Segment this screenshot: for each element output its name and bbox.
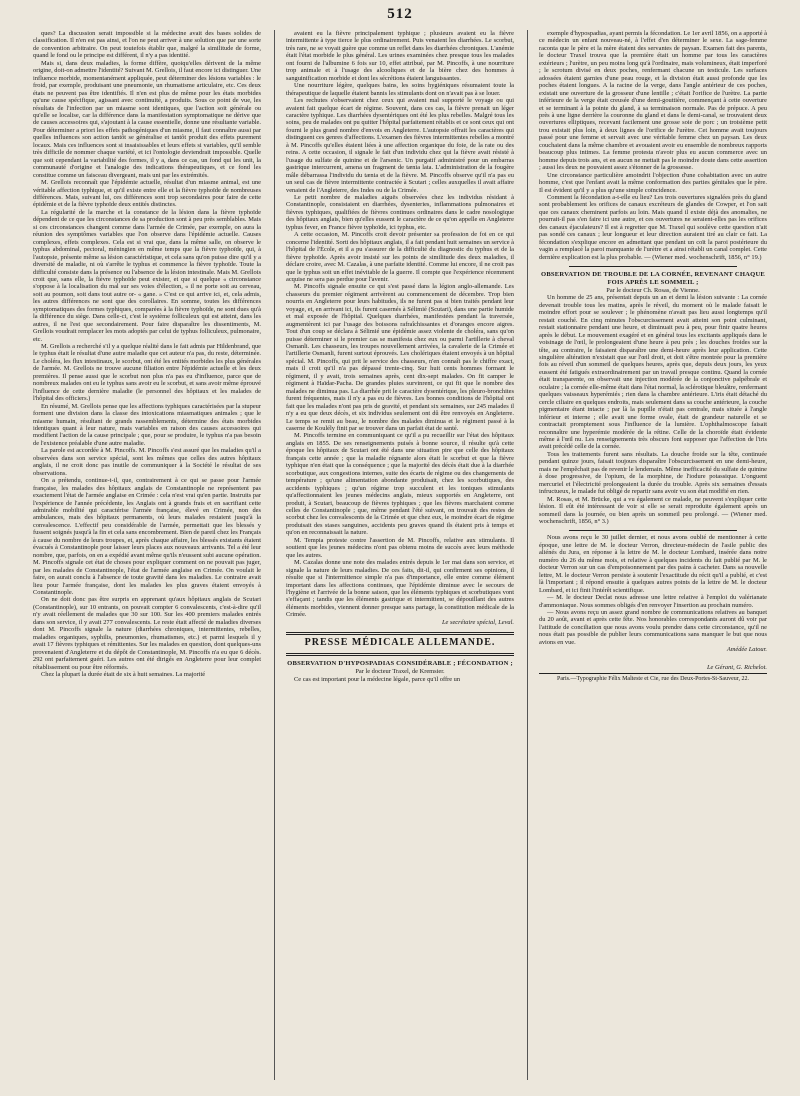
paragraph: Chez la plupart la durée était de six à huit semaines. La majorité [41,670,206,678]
column-divider [527,30,528,1080]
paragraph: Une nourriture légère, quelques bains, les soins hygiéniques résumaient toute la thérapeutique de laquelle étaient bannis les stimulants dont on n'avait pas à se louer. [286,82,514,97]
paragraph: En résumé, M. Grellois pense que les affections typhiques caractérisées par la stupeur forment une division dans la classe des intoxications miasmatiques animales ; que le miasme humain, résultant de grands rassemblements, détermine des états morbides identiques quant à leur nature, mais variables en raison des causes accessoires qui modifient l'action de la cause principale ; que, pour se produire, le typhus n'a pas besoin de l'existence préalable d'une autre maladie. [33,402,261,447]
article-byline: Par le docteur Ch. Rosas, de Vienne. [606,286,700,294]
paragraph: — Nous avons reçu un assez grand nombre de communications relatives au banquet du 20 août, avant et après cette fête. Nos honorables correspondants auront dû voir par l'attitude de conciliation que nous avons voulu prendre dans cette circonstance, qu'il ne nous était pas possible de publier leurs communications sans manquer le but que nous avions en vue. [539,608,767,646]
paragraph: M. Grellois reconnaît que l'épidémie actuelle, résultat d'un miasme animal, est une véritable affection typhique, et qu'il existe entre elle et la fièvre typhoïde de nombreuses différences. Mais, suivant lui, ces différences sont trop secondaires pour faire de cette épidémie et de la fièvre typhoïde deux entités distinctes. [33,179,261,209]
paragraph: M. Pincoffs termine en communiquant ce qu'il a pu recueillir sur l'état des hôpitaux anglais en 1855. De ses renseignements puisés à bonne source, il résulte qu'à cette époque les hôpitaux de Scutari ont été dans une situation pire que celle des hôpitaux français cette année ; que la maladie régnante alors était le scorbut et que la fièvre typhique n'en était que la conséquence ; que la majorité des décès était due à la diarrhée scorbutique, aux congestions internes, suite des écarts de régime ou des changements de température ; qu'une alimentation abondante produisait, chez les scorbutiques, des accidents typhiques ; qu'un régime trop succulent et les toniques stimulants qu'affectionnaient les jeunes médecins anglais, mieux supportés en Angleterre, ont produit, à Scutari, beaucoup de fièvres typhiques ; que les fièvres marchaient comme celles de Constantinople ; que, même pendant l'été suivant, on trouvait des restes de scorbut chez les convalescents de la Crimée et que chez eux, le moindre écart de régime produisait des stases sanguines, accidents peu graves quand ils étaient pris à temps et qu'on en reconnaissait la nature. [286,432,514,537]
article-separator [569,530,737,531]
paragraph: La parole est accordée à M. Pincoffs. M. Pincoffs s'est assuré que les maladies qu'il a observées dans son service spécial, sont les mêmes que celles des autres hôpitaux anglais, il ne croit donc pas inutile de communiquer à la Société le résultat de ses observations. [33,447,261,477]
paragraph: Mais si, dans deux maladies, la forme diffère, quoiqu'elles dérivent de la même origine, doit-on admettre l'identité? Suivant M. Grellois, il faut encore ici distinguer. Une influence morbide, momentanément appliquée, peut déterminer des lésions variables : le froid, par exemple, produisant une pneumonie, un rhumatisme articulaire, etc. Ces deux états ne peuvent pas être identifiés. Il n'en est plus de même pour les états morbides qu'une cause spécifique, agissant avec continuité, a produits. Sous ce point de vue, les résultats de l'infection par un miasme sont identiques, que l'action soit générale ou qu'elle se localise, car la différence dans la manifestation symptomatique ne dérive que de causes accessoires qui, s'ajoutant à la cause essentielle, donne une résultante variable. Pour déterminer a priori les effets pathogéniques d'un miasme, il faut connaître aussi par quelles influences son action tantôt se généralise et tantôt produit des effets purement locaux. Mais ces influences sont si insaisissables et leurs effets si variables, qu'il semble très difficile de nommer chaque variété, et ici l'ontologie deviendrait impossible. Quelle que soit cependant la variabilité des formes, il y a, dans ce cas, un fond qui les unit, la communauté d'origine et l'analogie des indications thérapeutiques, et ce fond les constitue comme un faisceau divergeant, mais uni par les extrémités. [33,59,261,179]
paragraph: A cette occasion, M. Pincoffs croit devoir présenter sa profession de foi en ce qui concerne l'identité. Sorti des hôpitaux anglais, il a fait pendant huit semaines un service à l'hôpital de l'École, et il a pu s'assurer de la difficulté du diagnostic du typhus et de la fièvre typhoïde. Après avoir insisté sur les points de similitude des deux maladies, il déclare croire, avec M. Cazalas, à une parfaite identité. Comme lui encore, il ne croit pas que le typhus soit un effet inévitable de la guerre. Il compte que l'expérience récemment acquise ne sera pas perdue pour l'avenir. [286,231,514,283]
paragraph: M. Grellois a recherché s'il y a quelque réalité dans le fait admis par Hildenbrand, que le typhus était le résultat d'une autre maladie que cet auteur n'a pas, du reste, déterminée. Le choléra, les flux intestinaux, le scorbut, ont été les entités morbides les plus générales de l'armée. M. Grellois ne trouve aucune filiation entre l'épidémie actuelle et les deux premières. Il pense aussi que le scorbut non plus n'a pas eu d'influence, parce que de nombreux malades ont eu le typhus sans avoir eu le scorbut, et sans avoir même éprouvé l'influence de cette dernière maladie (le personnel des hôpitaux et les malades de l'hôpital des officiers.) [33,343,261,403]
paragraph: M. Rosas, et M. Brücke, qui a vu également ce malade, ne peuvent s'expliquer cette lésion. Il eût été intéressant de voir si elle se serait reproduite également après un sommeil dans la journée, ou bien après un sommeil peu prolongé. — (Wiener med. wochenschrift, 1856, n° 3.) [539,495,767,525]
column-3 [539,30,767,1080]
column-2 [286,30,514,1080]
printer-line: Paris.—Typographie Félix Malteste et Cie, rue des Deux-Portes-St-Sauveur, 22. [539,673,767,683]
section-rule [286,632,514,635]
section-banner: PRESSE MÉDICALE ALLEMANDE. [304,637,496,649]
section-rule [286,653,514,656]
paragraph: On ne doit donc pas être surpris en apprenant qu'aux hôpitaux anglais de Scutari (Constantinople), sur 10 entrants, on pouvait compter 6 convalescents, c'est-à-dire qu'il n'y avait réellement de malades que 30 sur 100. Sur les 400 premiers malades entrés dans son service, il y avait 277 convalescents. Le reste était affecté de maladies diverses dont M. Pincoffs signale la nature (diarrhées chroniques, intermittentes, rebelles, maladies organiques, syphilis, pneumonies, rhumatismes, etc.) et parmi lesquels il y avait 17 fièvres typhiques et rémittentes. Sur les malades en question, dont quelques-uns provenaient d'Angleterre et du dépôt de Constantinople, M. Pincoffs n'a eu que 6 décès. 292 ont parfaitement guéri. Les autres ont été dirigés en Angleterre pour leur complet rétablissement ou pour être réformés. [33,596,261,671]
paragraph: M. Cazalas donne une note des malades entrés depuis le 1er mai dans son service, et signale la nature de leurs maladies. De ces faits, dit-il, qui confirment ses opinions, il résulte que si l'intermittence simple n'a pas d'importance, elle entre comme élément important dans les affections continues, que l'épidémie diminue avec le secours de l'hygiène et l'arrivée de la bonne saison, que les éléments typhiques et scorbutiques vont s'effaçant ; tandis que les éléments gastrique et intermittent, se dépouillant des autres éléments morbides, viennent donner presque sans partage, la constitution médicale de la Crimée. [286,559,514,619]
paragraph: Un homme de 25 ans, présentait depuis un an et demi la lésion suivante : La cornée devenait trouble tous les matins, après le réveil, du moment où le malade faisait le moindre effort pour se soulever ; le phénomène n'avait pas lieu aussi longtemps qu'il restait couché. En cinq minutes l'obscurcissement avait atteint son point culminant, restait stationnaire pendant une heure, et diminuait peu à peu, pour finir quatre heures après le début. Le mouvement exagéré et en général tous les excitants appliqués dans le voisinage de l'œil, le prolongeaient d'une heure à peu près ; les douches froides sur la tête, au contraire, le faisaient disparaître une demi-heure après leur application. Cette singulière altération n'existait que sur l'œil droit, et doit s'être montrée pour la première fois au réveil d'un sommeil de quelques heures, après que, depuis deux jours, les yeux eussent été fatigués extraordinairement par un travail presque continu. Quand la cornée était transparente, on observait une injection modérée de la conjonctive palpébrale et oculaire ; la cornée elle-même était dans l'état normal, la sclérotique bleuâtre, renfermant quelques vaisseaux hyperémiés ; rien dans la chambre antérieure. L'iris était détaché du cercle ciliaire en quelques endroits, mais seulement dans sa couche antérieure, la couche pigmentaire étant intacte ; par là la pupille n'était pas centrale, mais située à l'angle inférieur et interne ; elle avait une forme ovale, était de grandeur naturelle et se contractait promptement sous l'influence de la lumière. L'ophthalmoscope faisait reconnaître une hyperémie modérée de la rétine. Celle de la choroïde était évidente même à l'œil nu. Les renseignements très obscurs font supposer que l'affection de l'iris avait précédé celle de la cornée. [539,294,767,451]
paragraph: avaient eu la fièvre principalement typhique ; plusieurs avaient eu la fièvre intermittente à type tierce le plus ordinairement. Puis venaient les diarrhées. Le scorbut, très rare, ne se voyait guère que comme un reflet dans les diarrhées chroniques. L'anémie était l'état morbide le plus général. Les urines examinées chez presque tous les malades ont fourni de l'albumine 6 fois sur 10, effet attribué, par M. Pincoffs, à une nourriture trop animale et à l'usage des alcooliques et de la bière chez des hommes à sanguinification morbide et dont les sécrétions étaient languissantes. [286,30,514,82]
paragraph: — M. le docteur Declat nous adresse une lettre relative à l'emploi du valérianate d'ammoniaque. Nous sommes obligés d'en renvoyer l'insertion au prochain numéro. [539,594,767,609]
paragraph: Tous les traitements furent sans résultats. La douche froide sur la tête, continuée pendant quinze jours, faisait toujours disparaître l'obscurcissement en une demi-heure, mais ne l'empêchait pas de revenir le lendemain. Même inefficacité du sulfate de quinine à dose progressive, de l'opium, de la morphine, de l'iodure potassique. L'onguent mercuriel et l'électricité prolongeaient la durée du trouble. Après six semaines d'essais infructueux, le malade fut obligé de repartir sans avoir vu son état modifié en rien. [539,450,767,496]
paragraph: Le petit nombre de maladies aiguës observées chez les individus résidant à Constantinople, consistaient en diarrhées, dysenteries, inflammations pulmonaires et fièvres typhiques, qualifiées de fièvres continues ordinaires dans le cadre nosologique des hôpitaux anglais, bien qu'elles eussent le caractère de ce qu'on appelle en Angleterre typhus fever, en France fièvre typhoïde, ici typhus, etc. [286,193,514,231]
paragraph: M. Pincoffs signale ensuite ce qui s'est passé dans la légion anglo-allemande. Les chasseurs du premier régiment arrivèrent au commencement de décembre. Trop bien nourris en Angleterre pour leurs habitudes, ils ne furent pas si bien traités pendant leur voyage, et, en arrivant ici, ils furent casernés à Sélimié (Scutari), dans une partie humide et mal exposée de l'hôpital. Quelques diarrhées, manifestées pendant la traversée, augmentèrent ici par l'usage des boissons rafraîchissantes et d'oranges encore aigres. Tout d'un coup se déclara à Sélimié une épidémie assez violente de choléra, sans qu'on puisse déterminer si le premier cas se manifesta chez eux ou parmi l'artillerie à cheval Osmanli. Les chasseurs, les troupes nouvellement arrivées, la cavalerie de la Crimée et l'artillerie Osmanli, furent surtout éprouvés. Les cholériques étaient envoyés à un hôpital spécial. M. Pincoffs, qui prit le service des chasseurs, n'en connaît pas le chiffre exact, mais il croit qu'il n'a pas dépassé trente-cinq. Sur huit cents hommes formant le régiment, il y avait, trois semaines après, cent dix-sept malades. On fit camper le régiment à Haïdar-Pacha. De grandes pluies survinrent, ce qui fit que le nombre des malades ne diminua pas. La diarrhée prit le caractère dysentérique, les pleuro-bronchites furent fréquentes, mais il n'y a pas eu de fièvres. Les bonnes conditions de l'hôpital ont fait que les malades n'ont pas pris de gravité, et pendant six semaines, sur 245 malades il n'y a eu que deux décès, et six individus seulement ont dû être renvoyés en Angleterre. Le temps se remit au beau, le nombre des malades diminua et le régiment passé à la caserne de Koulély finit par se trouver dans un parfait état de santé. [286,283,514,433]
editor-signature: Amédée Latour. [726,646,767,654]
column-1 [33,30,261,1080]
paragraph: M. Tempia proteste contre l'assertion de M. Pincoffs, relative aux stimulants. Il soutient que les jeunes médecins n'ont pas obtenu moins de succès avec leurs méthode que les autres. [286,536,514,559]
paragraph: La régularité de la marche et la constance de la lésion dans la fièvre typhoïde dépendent de ce que les circonstances de sa production sont à peu près semblables. Mais si ces circonstances changent comme dans l'armée de Crimée, par exemple, on aura la réunion des symptômes variables que l'on observe dans l'épidémie actuelle. Causes complexes, effets complexes. Cela est si vrai que, dans la même salle, on observe le typhus abdominal, pectoral, méningien en même temps que la fièvre typhoïde, qui, à l'autopsie, présente même sa lésion caractéristique, et cela sans qu'on puisse dire qu'il y a diversité de maladie, ni où s'arrête le typhus et commence la fièvre typhoïde. Toute la difficulté consiste dans la présence ou l'absence de la lésion intestinale. Mais M. Grellois croit que, sans elle, la fièvre typhoïde peut exister, et que si quelque « circonstance s'oppose à la localisation du mal sur ses voies d'élection, « il ne porte soit au cerveau, soit au poumon, soit dans tout autre or- « gane. » C'est ce qui arrive ici, et, cela admis, les autres différences ne sont que des corollaires. En somme, toutes les différences symptomatiques des formes typhiques, comparées à la fièvre typhoïde, ne sont dues qu'à la différence du siège. Dans celle-ci, c'est le système folliculeux qui est atteint, dans les autres, il ne l'est que secondairement. Pour faire disparaître les dissentiments, M. Grellois voudrait remplacer les mots adoptés par celui de typhus folliculeux, pulmonaire, etc. [33,208,261,343]
paragraph: exemple d'hypospadias, ayant permis la fécondation. Le 1er avril 1856, on a apporté à ce médecin un enfant nouveau-né, à l'effet d'en déterminer le sexe. La sage-femme raconta que le père et la mère étaient des servantes de paysan. Examen fait des parents, le docteur Traxel trouva que la première était un homme par tous les caractères extérieurs ; l'urètre, un peu moins long qu'à l'ordinaire, mais volumineux, était imperforé ; le scrotum divisé en deux poches, renfermant chacune un testicule. Les surfaces adossées étaient garnies d'une peau rouge, et la division était aussi profonde que les poches étaient longues. A la racine de la verge, dans l'angle antérieur de ces poches, existait une ouverture de la grosseur d'une lentille ; c'était l'orifice de l'urètre. La partie inférieure de la verge était creusée d'une demi-gouttière, commençant à cette ouverture et se terminant à la pointe du gland, à sa terminaison normale. Pas de prépuce. A peu près à une ligne derrière la couronne du gland et dans le demi-canal, se trouvaient deux ouvertures elliptiques, recevant facilement une grosse soie de porc ; un troisième petit trou existait plus loin, à deux lignes de l'orifice de l'urètre. Cet homme avait toujours passé pour une femme et servait avec une véritable femme chez un paysan. Les deux couchaient dans la même chambre et avouaient avoir eu ensemble de nombreux rapports beaucoup plus intimes. La femme protesta n'avoir plus eu aucun commerce avec un homme depuis trois ans, et en aucun ne mettait pas le moindre doute dans cette assertion ; aussi les deux ne pouvaient assez s'étonner de la grossesse. [539,30,767,172]
article-separator [569,266,737,267]
article-byline: Par le docteur Traxel, de Kremsier. [355,668,445,676]
paragraph: Une circonstance particulière amoindrit l'objection d'une cohabitation avec un autre homme, c'est que l'enfant avait la même conformation des parties génitales que le père. Il est évident qu'il y a plus qu'une simple coïncidence. [539,171,767,194]
paragraph: On a prétendu, continue-t-il, que, contrairement à ce qui se passe pour l'armée française, les malades des hôpitaux anglais de Constantinople ne représentent pas exactement l'état de l'armée anglaise en Crimée : cela n'est vrai qu'en partie. Instruits par l'expérience de l'année précédente, les Anglais ont à grands frais et en sacrifiant cette admirable mobilité qui caractérise l'armée française, élevé en Crimée, non des ambulances, mais des hôpitaux permanents, où leurs malades restaient jusqu'à la convalescence. L'effectif peu considérable de l'armée, permettait que les blessés y fussent soignés jusqu'à la fin et cela sans encombrement. Bien de pareil chez les Français à cause du nombre de leurs troupes, et, après chaque affaire, les blessés existants étaient évacués à Constantinople pour laisser leurs places aux nouveaux arrivants. Tel a été leur nombre, que, parfois, on en a expédié avant même qu'ils n'eussent subi aucune opération. M. Pincoffs signale cet état de choses pour expliquer comment on ne pouvait pas juger, par les malades de Constantinople, l'état de l'armée anglaise en Crimée. On voulait le faire, on aurait conclu à l'absence de toute gravité dans les maladies. Le contraire avait lieu pour l'armée française, dont les malades les plus graves étaient envoyés à Constantinople. [33,477,261,596]
paragraph: ques? La discussion serait impossible si la médecine avait des bases solides de classification. Il n'en est pas ainsi, et l'on ne peut arriver à une solution que par une sorte de convention arbitraire. On peut toutefois établir que, malgré la similitude de forme, quand le fond ou le principe est différent, il n'y a pas identité. [33,30,261,60]
paragraph: Nous avons reçu le 30 juillet dernier, et nous avons oublié de mentionner à cette époque, une lettre de M. le docteur Verron, directeur-médecin de l'asile public des aliénés du Jura, en réponse à la lettre de M. le docteur Lombard, insérée dans notre numéro du 26 du même mois, et relative à quelques incidents du fait publié par M. le docteur Verron sur un cas d'empoisonnement par des pains à cacheter. Dans sa nouvelle lettre, M. le docteur Verron persiste à soutenir l'exactitude du récit qu'il a publié, et c'est là l'important ; il répond ensuite à quelques autres points de la lettre de M. le docteur Lombard, et ici finit l'intérêt scientifique. [539,534,767,594]
article-title: OBSERVATION D'HYPOSPADIAS CONSIDÉRABLE ; FÉCONDATION ; [287,659,513,667]
paragraph: Ce cas est important pour la médecine légale, parce qu'il offre un [294,675,461,683]
paragraph: Comment la fécondation a-t-elle eu lieu? Les trois ouvertures signalées près du gland sont probablement les orifices de canaux excréteurs de glandes de Cowper, et l'on sait que ces canaux cheminent parfois au loin. Mais quand il existe déjà des anomalies, ne pourrait-il pas s'en faire ici une autre, et ces ouvertures ne seraient-elles pas les orifices des canaux éjaculateurs? Il est à regretter que M. Traxel qui soulève cette question n'ait pas sondé ces canaux ; leur longueur et leur direction auraient tiré au clair ce fait. La fécondation s'explique encore en admettant que pendant un coït la paroi postérieure du vagin a remplacé la paroi manquante de l'urètre et a ainsi rétabli un canal complet. Cette dernière explication est la plus probable. — (Wiener med. wochenschrift, 1856, n° 19.) [539,193,767,261]
page-number: 512 [387,6,413,22]
paragraph: Les rechutes s'observaient chez ceux qui avaient mal supporté le voyage ou qui avaient fait quelque écart de régime. Souvent, dans ces cas, la fièvre prenait un léger caractère typhique. Les diarrhées dysentériques ont été les plus rebelles. Malgré tous les soins, peu de malades ont pu quitter l'hôpital parfaitement rétablis et ce sont ceux qui ont fourni le plus grand nombre d'envois en Angleterre. L'autopsie offrait les caractères qui distinguent ces genres d'affections. L'examen des fièvres intermittentes rebelles a montré à M. Pincoffs qu'elles étaient liées à une affection organique du foie, de la rate ou des reins. A cette occasion, il signale le fait d'un individu chez qui la fièvre avait résisté à l'usage du sulfate de quinine et de l'arsenic. Un purgatif administré pour un embarras gastrique intercurrent, amena un fragment de tænia lata. L'administration de la fougère mâle débarrassa l'individu du tænia et de la fièvre. M. Pincoffs observe qu'il n'a pas eu un seul cas de fièvre intermittente contractée à Scutari ; celles auxquelles il avait affaire venaient de l'Angleterre, des Indes ou de la Crimée. [286,97,514,194]
secretary-signature: Le secrétaire spécial, Leval. [442,618,514,626]
article-title: OBSERVATION DE TROUBLE DE LA CORNÉE, REVENANT CHAQUE FOIS APRÈS LE SOMMEIL ; [540,271,766,286]
column-divider [274,30,275,1080]
gerant-line: Le Gérant, G. Richelot. [707,663,767,671]
